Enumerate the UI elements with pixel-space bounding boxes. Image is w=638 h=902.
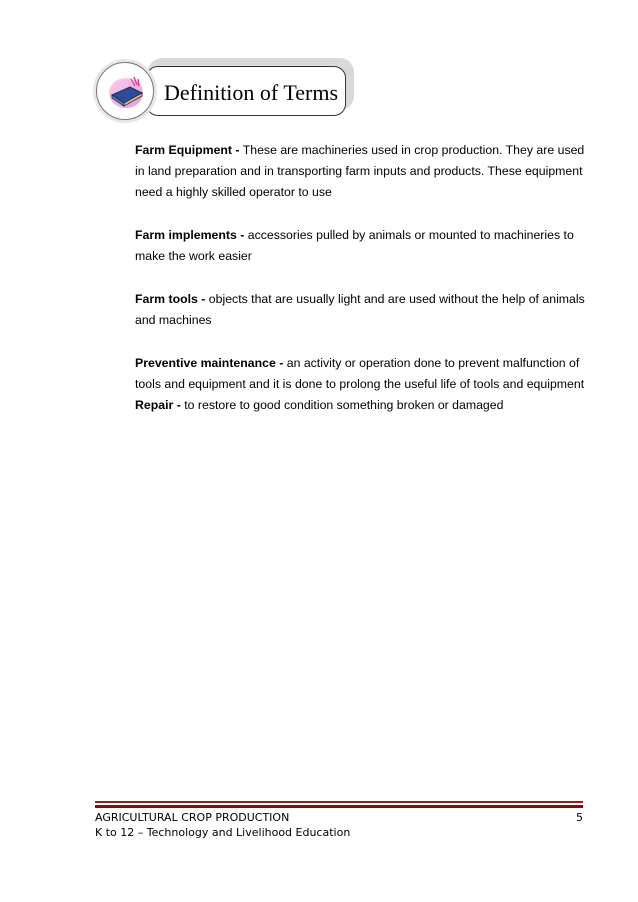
term-definition: objects that are usually light and are used without the help of animals and machines	[135, 292, 585, 327]
term-label: Repair -	[135, 398, 181, 412]
term-label: Preventive maintenance -	[135, 356, 284, 370]
footer-program: K to 12 – Technology and Livelihood Education	[95, 826, 351, 839]
book-icon	[106, 73, 146, 111]
term-definition: accessories pulled by animals or mounted to machineries to make the work easier	[135, 228, 574, 263]
footer-course-title: AGRICULTURAL CROP PRODUCTION	[95, 811, 290, 824]
definition-preventive-maintenance	[135, 353, 595, 395]
footer-line-1	[95, 811, 583, 824]
definition-farm-tools	[135, 289, 595, 331]
term-label: Farm Equipment -	[135, 143, 240, 157]
footer-line-2	[95, 826, 583, 839]
term-label: Farm tools -	[135, 292, 206, 306]
badge-icon-circle	[96, 62, 154, 120]
term-definition: These are machineries used in crop production. They are used in land preparation and in transporting farm inputs and products. These equipment need a highly skilled operator to use	[135, 143, 585, 199]
definition-repair	[135, 395, 595, 416]
term-definition: to restore to good condition something broken or damaged	[180, 398, 504, 412]
page-title: Definition of Terms	[163, 80, 339, 105]
footer-rule-top	[95, 801, 583, 803]
section-header-badge	[96, 58, 358, 122]
page-number: 5	[576, 811, 583, 824]
definitions-list	[135, 140, 595, 416]
definition-farm-equipment	[135, 140, 595, 203]
term-label: Farm implements -	[135, 228, 245, 242]
term-definition: an activity or operation done to prevent malfunction of tools and equipment and it is done to prolong the useful life of tools and equipment	[135, 356, 585, 391]
footer-rule-bottom	[95, 805, 583, 808]
definition-farm-implements	[135, 225, 595, 267]
